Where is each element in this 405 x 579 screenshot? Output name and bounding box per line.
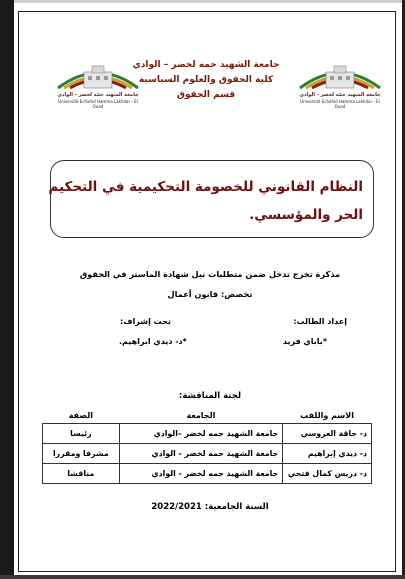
supervisor-label: تحت إشراف: bbox=[120, 317, 171, 326]
supervisor-name: *د- ديدي ابراهيم. bbox=[119, 337, 187, 346]
col-header-university: الجامعة bbox=[186, 410, 216, 420]
jury-header-row bbox=[43, 407, 372, 424]
scan-edge-top bbox=[0, 0, 405, 3]
jury-member-university: جامعة الشهيد حمه لخضر - الوادي bbox=[119, 444, 283, 464]
specialization: تخصص: قانون أعمال bbox=[167, 289, 253, 299]
prepared-by-label: إعداد الطالب: bbox=[293, 317, 347, 326]
jury-table bbox=[42, 407, 372, 484]
committee-title: لجنة المناقشة: bbox=[178, 391, 242, 401]
jury-member-name: د- ديدي إبراهيم bbox=[283, 444, 372, 464]
institution-header bbox=[126, 58, 286, 103]
university-emblem-icon bbox=[296, 56, 384, 92]
department-name: قسم الحقوق bbox=[176, 90, 236, 100]
table-row bbox=[43, 424, 372, 444]
university-logo-right bbox=[296, 56, 384, 109]
university-name: جامعة الشهيد حمه لخضر – الوادي bbox=[132, 60, 280, 70]
thesis-title-line1: النظام القانوني للخصومة التحكيمية في التحكيم bbox=[48, 179, 363, 195]
jury-member-university: جامعة الشهيد حمه لخضر - الوادي bbox=[119, 464, 283, 484]
jury-member-name: د- دريس كمال فتحي bbox=[283, 464, 372, 484]
col-header-role: الصفة bbox=[68, 410, 93, 420]
col-header-name: الاسم واللقب bbox=[300, 410, 354, 420]
logo-caption-en: Université Echahid Hamma Lakhdar - El Oued bbox=[58, 99, 138, 109]
thesis-title-line2: الحر والمؤسسي. bbox=[249, 207, 363, 223]
faculty-name: كلية الحقوق والعلوم السياسية bbox=[138, 75, 274, 85]
jury-member-name: د- حاقة العروسي bbox=[283, 424, 372, 444]
scan-edge-bottom bbox=[0, 575, 405, 579]
jury-member-role: مناقشا bbox=[43, 464, 120, 484]
logo-caption-ar: جامعة الشهيد حمّه لخضر - الوادي bbox=[57, 92, 139, 98]
academic-year: السنة الجامعية: 2022/2021 bbox=[151, 502, 269, 512]
jury-member-role: مشرفا ومقررا bbox=[43, 444, 120, 464]
logo-caption-en: Université Echahid Hamma Lakhdar - El Oued bbox=[300, 99, 380, 109]
table-row bbox=[43, 464, 372, 484]
logo-caption-ar: جامعة الشهيد حمّه لخضر - الوادي bbox=[299, 92, 381, 98]
student-name: *باباي فريد bbox=[282, 337, 327, 346]
scan-edge-left bbox=[0, 0, 14, 579]
memo-statement: مذكرة تخرج تدخل ضمن متطلبات نيل شهادة الماستر في الحقوق bbox=[79, 269, 341, 279]
jury-member-role: رئيسا bbox=[43, 424, 120, 444]
table-row bbox=[43, 444, 372, 464]
jury-member-university: جامعة الشهيد حمه لخضر –الوادي bbox=[119, 424, 283, 444]
thesis-title-box bbox=[50, 160, 374, 238]
